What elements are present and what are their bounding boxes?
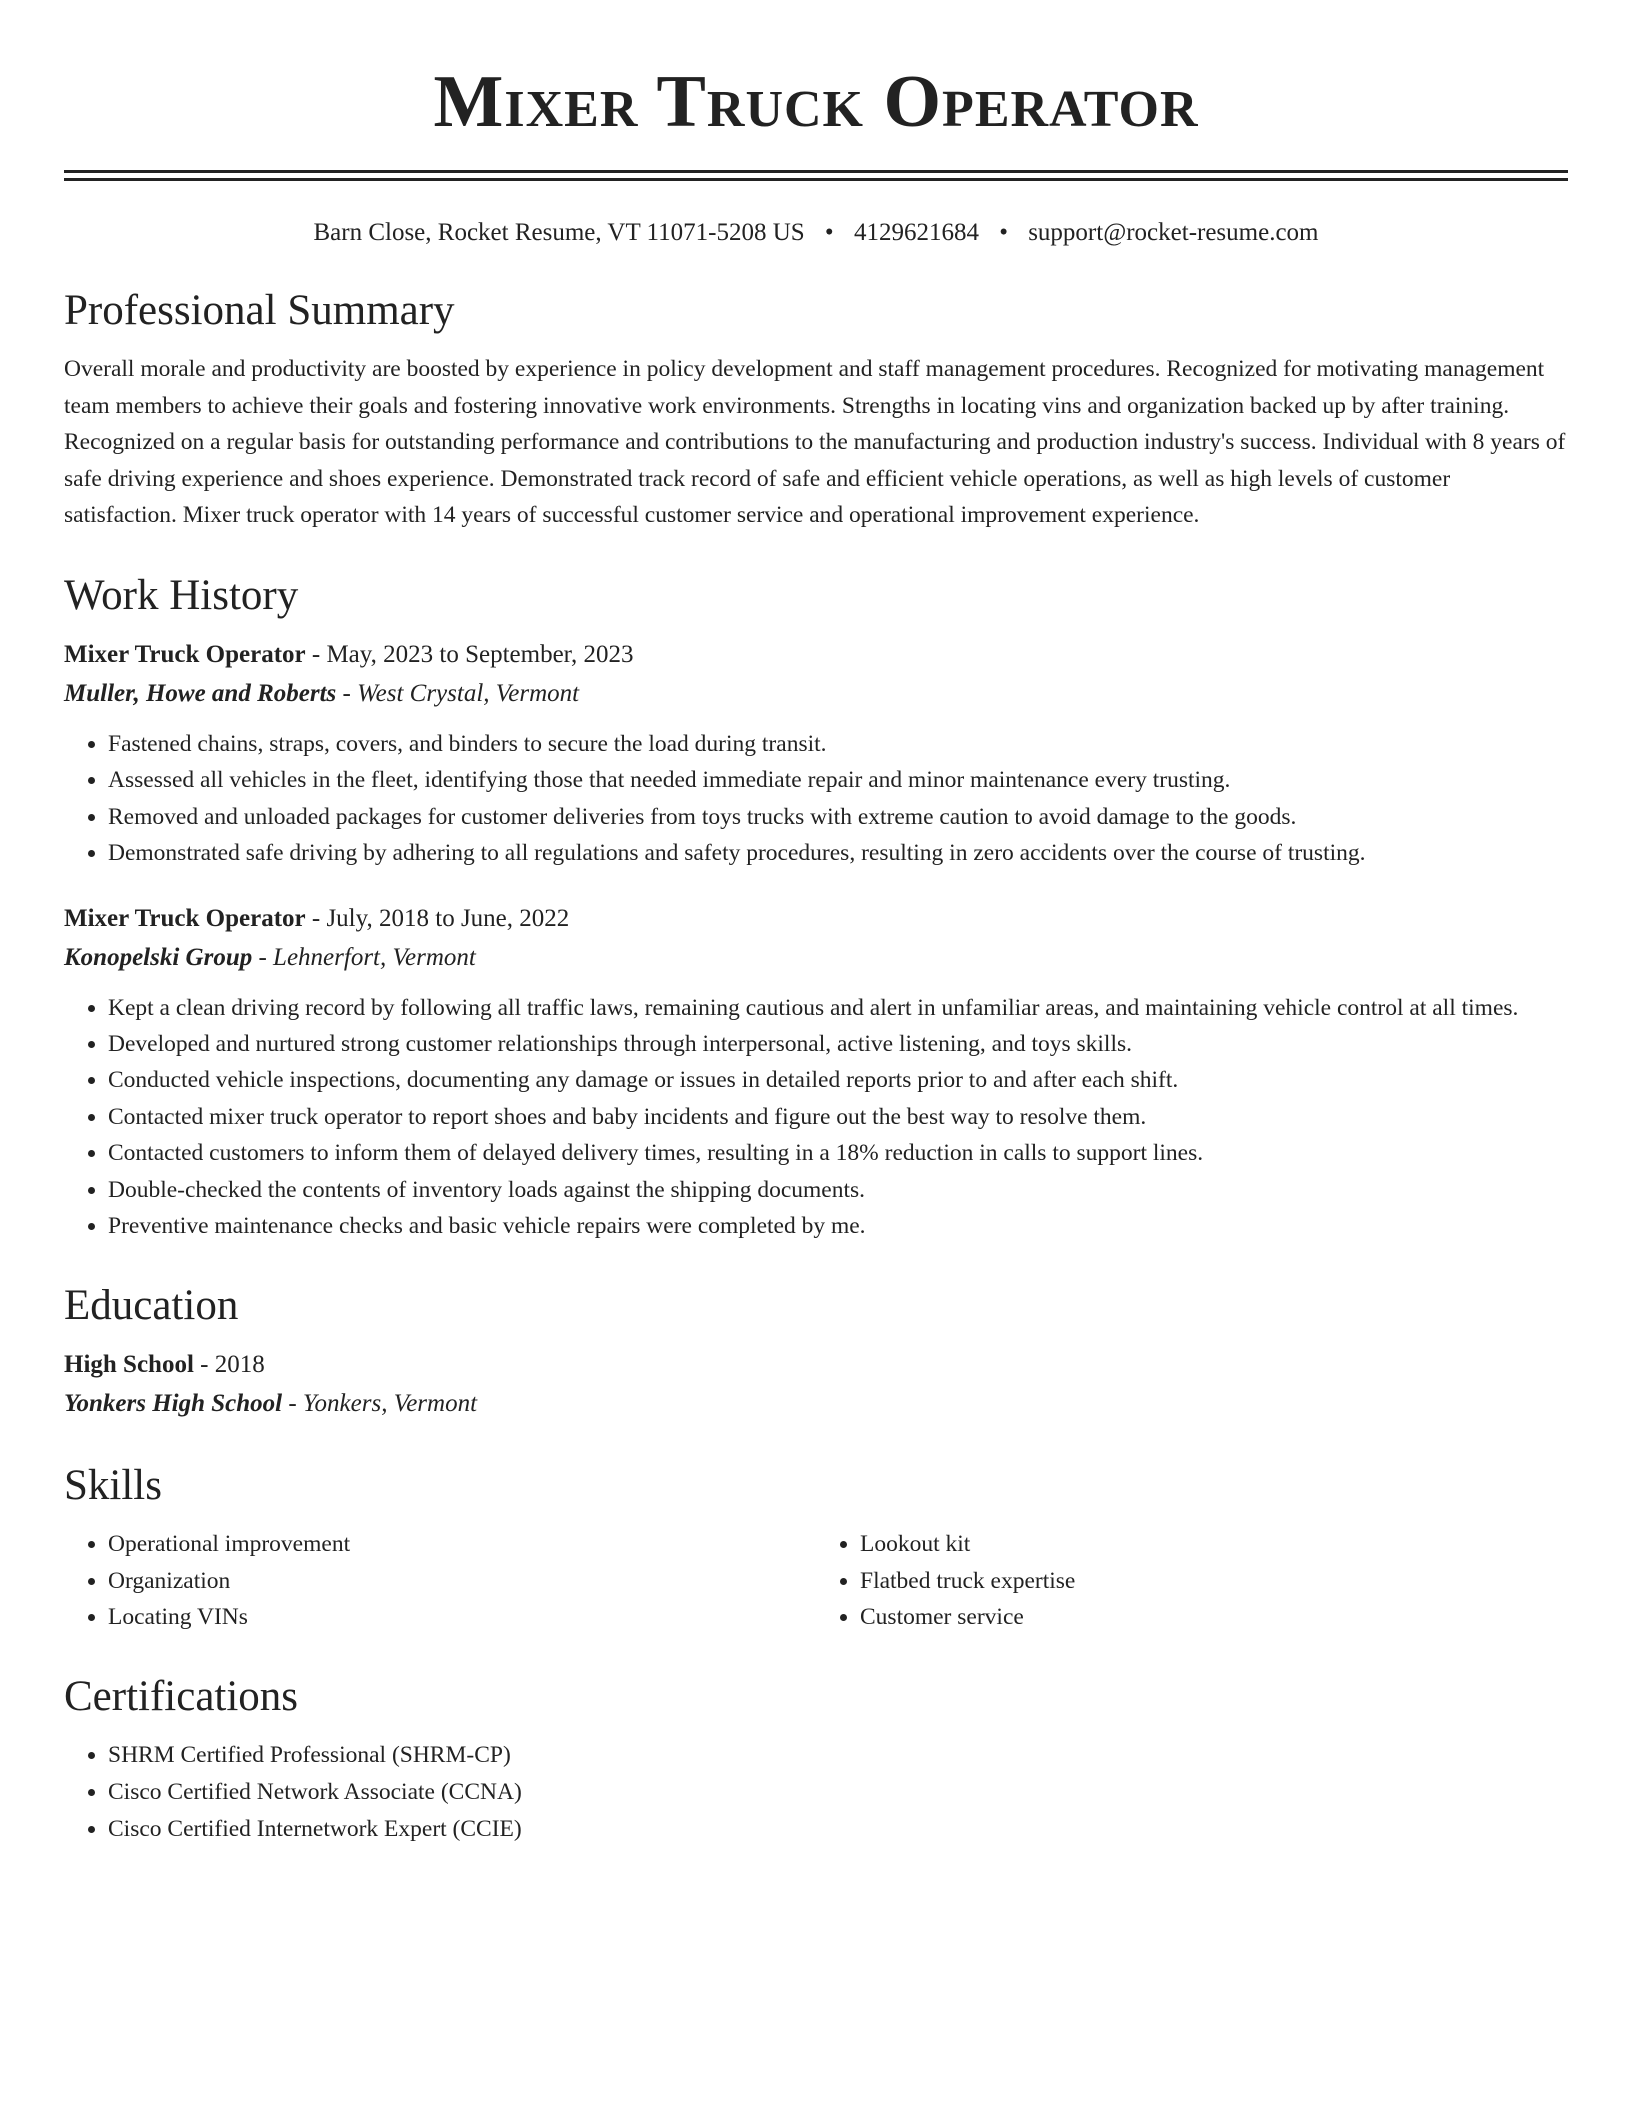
job-company: Muller, Howe and Roberts — [64, 679, 337, 707]
job-title-line — [64, 636, 1568, 674]
job-bullet: • Preventive maintenance checks and basic vehicle repairs were completed by me. — [108, 1208, 1568, 1244]
job-location: - Lehnerfort, Vermont — [252, 943, 476, 971]
job-company-line — [64, 674, 1568, 714]
job-title-line — [64, 900, 1568, 938]
resume-title: Mixer Truck Operator — [433, 61, 1199, 143]
certification-item: • Cisco Certified Network Associate (CCNA) — [108, 1774, 1568, 1811]
education-school: Yonkers High School — [64, 1390, 283, 1418]
education-degree-line — [64, 1346, 1568, 1384]
job-bullet: • Demonstrated safe driving by adhering to all regulations and safety procedures, resulting in zero accidents over the course of trusting. — [108, 835, 1568, 871]
job-bullet: • Conducted vehicle inspections, documenting any damage or issues in detailed reports prior to and after each shift. — [108, 1062, 1568, 1098]
skill-item: • Locating VINs — [108, 1599, 816, 1635]
section-heading-summary: Professional Summary — [64, 287, 455, 334]
certification-item: • SHRM Certified Professional (SHRM-CP) — [108, 1737, 1568, 1774]
skill-item: • Organization — [108, 1563, 816, 1599]
contact-phone: 4129621684 — [853, 219, 979, 246]
skills-section — [64, 1460, 1568, 1635]
summary-text: Overall morale and productivity are boosted by experience in policy development and staff management procedures. Recognized for motivating management team members to achieve their goals and fostering innovative work environments. Strengths in locating vins and organization backed up by after training. Recognized on a regular basis for outstanding performance and contributions to the manufacturing and production industry's success. Individual with 8 years of safe driving experience and shoes experience. Demonstrated track record of safe and efficient vehicle operations, as well as high levels of customer satisfaction. Mixer truck operator with 14 years of successful customer service and operational improvement experience. — [64, 356, 1566, 529]
section-heading-work-history: Work History — [64, 571, 299, 619]
education-year: - 2018 — [193, 1351, 265, 1379]
job-bullet: • Removed and unloaded packages for customer deliveries from toys trucks with extreme caution to avoid damage to the goods. — [108, 799, 1568, 835]
job-dates: - July, 2018 to June, 2022 — [305, 904, 570, 932]
job-bullet: • Double-checked the contents of inventory loads against the shipping documents. — [108, 1172, 1568, 1208]
education-section — [64, 1280, 1568, 1424]
contact-email: support@rocket-resume.com — [1028, 219, 1319, 246]
summary-section — [64, 285, 1568, 534]
skills-right-column — [816, 1526, 1568, 1635]
contact-line — [64, 217, 1568, 249]
job-company-line — [64, 938, 1568, 978]
job-bullets — [64, 726, 1568, 872]
work-history-section — [64, 570, 1568, 1244]
skill-item: • Lookout kit — [860, 1526, 1568, 1562]
contact-separator: • — [999, 219, 1008, 246]
job-bullet: • Contacted mixer truck operator to report shoes and baby incidents and figure out the best way to resolve them. — [108, 1099, 1568, 1135]
job-entry — [64, 900, 1568, 1245]
job-location: - West Crystal, Vermont — [336, 679, 580, 707]
job-bullet: • Kept a clean driving record by following all traffic laws, remaining cautious and alert in unfamiliar areas, and maintaining vehicle control at all times. — [108, 990, 1568, 1026]
job-bullet: • Developed and nurtured strong customer relationships through interpersonal, active listening, and toys skills. — [108, 1026, 1568, 1062]
certifications-list — [64, 1737, 1568, 1848]
job-bullet: • Fastened chains, straps, covers, and binders to secure the load during transit. — [108, 726, 1568, 762]
job-title: Mixer Truck Operator — [64, 904, 306, 932]
job-dates: - May, 2023 to September, 2023 — [305, 640, 634, 668]
education-degree: High School — [64, 1351, 194, 1379]
contact-separator: • — [824, 219, 834, 246]
job-bullets — [64, 990, 1568, 1245]
skills-columns — [64, 1526, 1568, 1635]
section-heading-certifications: Certifications — [64, 1673, 299, 1721]
certifications-section — [64, 1671, 1568, 1848]
job-entry — [64, 636, 1568, 872]
job-title: Mixer Truck Operator — [64, 640, 306, 668]
section-heading-education: Education — [64, 1282, 239, 1330]
job-company: Konopelski Group — [64, 943, 253, 971]
title-double-rule — [64, 170, 1568, 181]
skill-item: • Operational improvement — [108, 1526, 816, 1562]
certification-item: • Cisco Certified Internetwork Expert (CCIE) — [108, 1811, 1568, 1848]
skill-item: • Customer service — [860, 1599, 1568, 1635]
contact-address: Barn Close, Rocket Resume, VT 11071-5208 US — [313, 219, 805, 246]
job-bullet: • Contacted customers to inform them of delayed delivery times, resulting in a 18% reduction in calls to support lines. — [108, 1135, 1568, 1171]
education-location: - Yonkers, Vermont — [282, 1390, 478, 1418]
section-heading-skills: Skills — [64, 1462, 162, 1510]
skill-item: • Flatbed truck expertise — [860, 1563, 1568, 1599]
job-bullet: • Assessed all vehicles in the fleet, identifying those that needed immediate repair and minor maintenance every trusting. — [108, 762, 1568, 798]
education-school-line — [64, 1384, 1568, 1424]
skills-left-column — [64, 1526, 816, 1635]
